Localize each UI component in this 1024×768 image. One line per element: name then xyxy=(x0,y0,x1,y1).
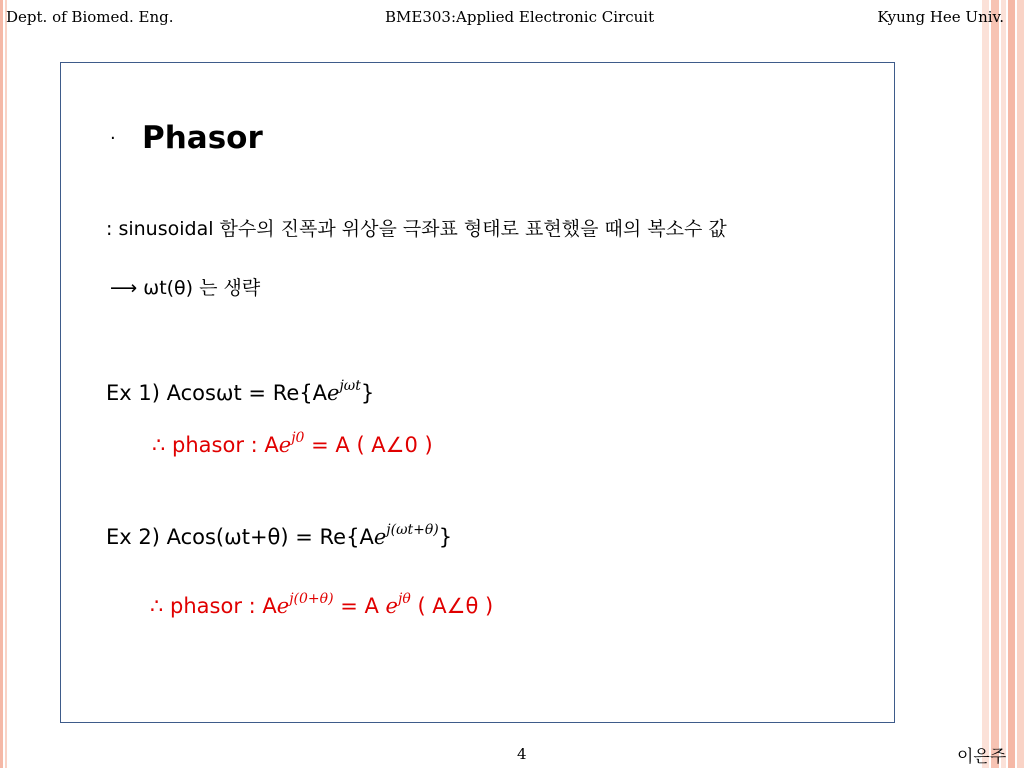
example-1-result-exponent: j0 xyxy=(291,430,305,446)
example-2-result-mid: = A xyxy=(333,594,386,618)
example-2-result-base: e xyxy=(276,594,290,618)
example-2 xyxy=(106,522,452,549)
right-stripe xyxy=(1017,0,1024,768)
header-dept: Dept. of Biomed. Eng. xyxy=(6,8,174,26)
right-stripe xyxy=(1001,0,1006,768)
left-stripe xyxy=(5,0,7,768)
header-course: BME303:Applied Electronic Circuit xyxy=(385,8,655,26)
example-2-result-exponent: j(0+θ) xyxy=(289,591,334,607)
author-name: 이은주 xyxy=(957,747,1007,767)
example-1-exponent: jωt xyxy=(339,378,361,394)
example-2-lhs: Ex 2) Acos(ωt+θ) = Re{A xyxy=(106,525,374,549)
title-bullet: · xyxy=(110,128,116,149)
right-stripe xyxy=(982,0,989,768)
example-2-base: e xyxy=(373,525,387,549)
example-2-exponent: j(ωt+θ) xyxy=(386,522,439,538)
example-1-base: e xyxy=(327,381,340,405)
note-text: ⟶ ωt(θ) 는 생략 xyxy=(110,277,261,299)
example-2-result xyxy=(150,591,493,618)
header-univ: Kyung Hee Univ. xyxy=(877,8,1004,26)
example-1-result xyxy=(152,430,433,457)
right-stripe xyxy=(1008,0,1015,768)
example-1-result-base: e xyxy=(278,433,292,457)
example-2-result-lead: ∴ phasor : A xyxy=(150,594,277,618)
left-stripe xyxy=(0,0,3,768)
page-number: 4 xyxy=(517,745,527,763)
right-stripe xyxy=(991,0,999,768)
definition-text: : sinusoidal 함수의 진폭과 위상을 극좌표 형태로 표현했을 때의 복소수 값 xyxy=(106,218,727,240)
example-1-lhs: Ex 1) Acosωt = Re{A xyxy=(106,381,327,405)
example-2-result-tail: ( A∠θ ) xyxy=(410,594,494,618)
example-1 xyxy=(106,378,374,405)
example-1-result-lead: ∴ phasor : A xyxy=(152,433,279,457)
example-1-result-tail: = A ( A∠0 ) xyxy=(304,433,433,457)
slide-title: Phasor xyxy=(142,120,263,156)
example-2-result-base-2: e xyxy=(385,594,398,618)
example-1-tail: } xyxy=(360,381,375,405)
example-2-tail: } xyxy=(438,525,453,549)
example-2-result-exponent-2: jθ xyxy=(397,591,411,607)
